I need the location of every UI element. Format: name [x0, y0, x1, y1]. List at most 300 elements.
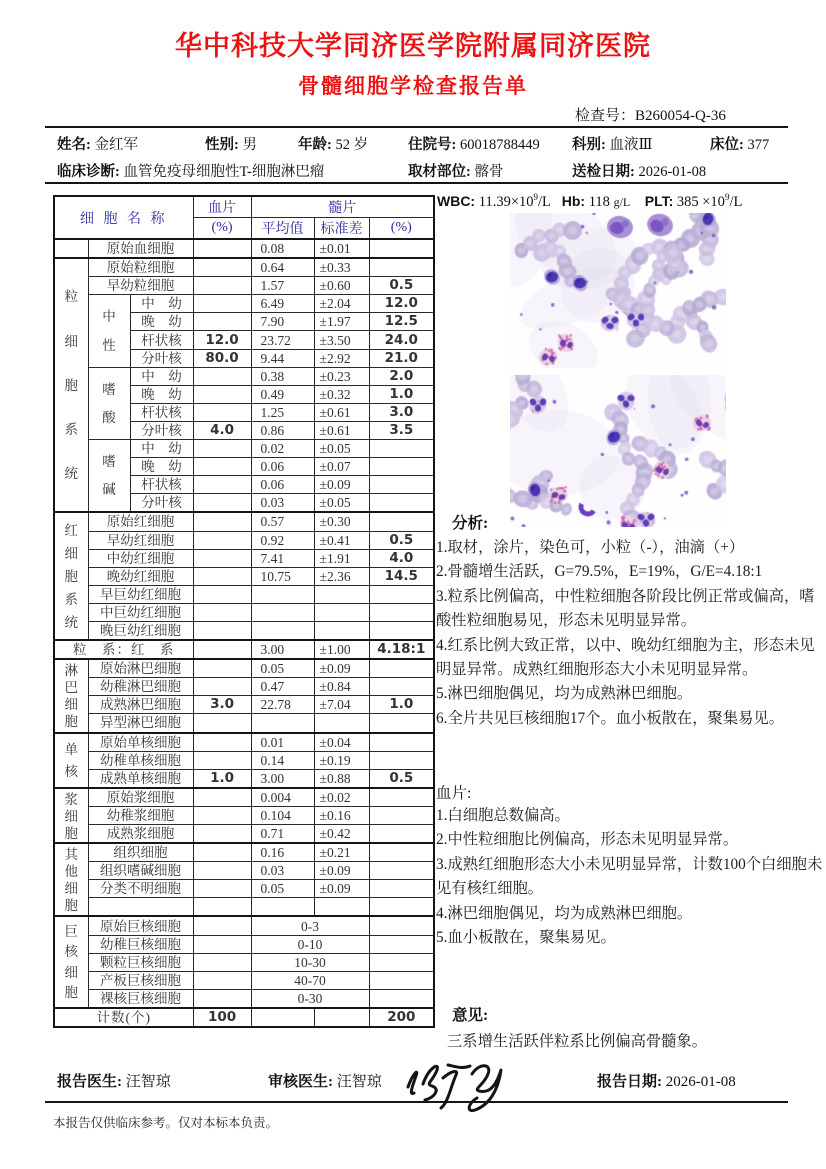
cell-marrow-pct [369, 476, 434, 494]
opinion-title: 意见: [452, 1007, 489, 1024]
cell-marrow-pct [369, 989, 434, 1008]
cell-marrow-pct [369, 603, 434, 621]
opinion-text: 三系增生活跃伴粒系比例偏高骨髓象。 [447, 1033, 708, 1050]
cell-blood-pct: 3.0 [193, 696, 251, 714]
cell-blood-pct [193, 989, 251, 1008]
cell-mean: 10.75 [251, 567, 314, 585]
cell-blood-pct [193, 440, 251, 458]
cell-blood-pct [193, 733, 251, 752]
cell-sd: ±0.02 [314, 788, 369, 807]
cell-marrow-pct [369, 258, 434, 277]
cell-name: 晚幼红细胞 [88, 567, 193, 585]
cell-sd: ±0.60 [314, 277, 369, 295]
cell-sd: ±0.33 [314, 258, 369, 277]
cell-name: 中 幼 [130, 295, 193, 313]
cell-name: 杆状核 [130, 476, 193, 494]
cell-sd: ±0.30 [314, 512, 369, 531]
divider-top [45, 126, 788, 128]
table-row [54, 898, 434, 917]
analysis-lines [436, 536, 824, 731]
table-row [54, 843, 434, 862]
cell-name: 中 幼 [130, 367, 193, 385]
table-row [54, 678, 434, 696]
cell-marrow-pct [369, 512, 434, 531]
table-row [54, 549, 434, 567]
cell-marrow-pct [369, 440, 434, 458]
divider-patient [45, 182, 788, 184]
group-label: 浆 细 胞 [54, 788, 88, 843]
cell-blood-pct [193, 825, 251, 844]
table-row [54, 751, 434, 769]
cell-blood-pct [193, 277, 251, 295]
cell-name: 原始浆细胞 [88, 788, 193, 807]
text-line: 4.淋巴细胞偶见，均为成熟淋巴细胞。 [436, 904, 693, 922]
cell-mean: 1.57 [251, 277, 314, 295]
text-line: 3.成熟红细胞形态大小未见明显异常，计数100个白细胞未见有核红细胞。 [436, 855, 823, 898]
table-row [54, 585, 434, 603]
cell-sd [314, 898, 369, 917]
col-header-sd: 标准差 [314, 218, 369, 240]
cell-name: 成熟淋巴细胞 [88, 696, 193, 714]
patient-dept-field: 科别: 血液Ⅲ [572, 137, 653, 153]
cell-blood-pct [193, 862, 251, 880]
cell-name: 粒 系：红 系 [54, 640, 193, 659]
cell-sd: ±0.42 [314, 825, 369, 844]
cell-mean: 0.08 [251, 239, 314, 258]
cell-blood-pct: 1.0 [193, 769, 251, 788]
cell-marrow-pct [369, 788, 434, 807]
cell-name: 晚 幼 [130, 385, 193, 403]
cell-sd: ±0.09 [314, 659, 369, 678]
cell-blood-pct [193, 295, 251, 313]
cell-name: 幼稚巨核细胞 [88, 935, 193, 953]
cell-name: 计数(个) [54, 1008, 193, 1027]
cell-mean: 6.49 [251, 295, 314, 313]
cell-mean: 9.44 [251, 349, 314, 367]
disclaimer-text: 本报告仅供临床参考。仅对本标本负责。 [53, 1116, 279, 1130]
cell-sd: ±0.84 [314, 678, 369, 696]
cell-marrow-pct [369, 678, 434, 696]
cell-blood-pct: 12.0 [193, 331, 251, 349]
marrow-differential-table [53, 195, 435, 1028]
cell-marrow-pct: 0.5 [369, 277, 434, 295]
table-row [54, 788, 434, 807]
cell-blood-pct [193, 953, 251, 971]
report-doctor-field: 报告医生: 汪智琼 [57, 1074, 171, 1090]
cell-marrow-pct: 3.0 [369, 403, 434, 421]
blood-film-title: 血片: [436, 785, 472, 802]
cell-name: 原始粒细胞 [88, 258, 193, 277]
patient-sex-field: 性别: 男 [205, 137, 257, 153]
cell-sd: ±0.05 [314, 440, 369, 458]
micrograph-2 [510, 375, 726, 527]
cell-blood-pct [193, 935, 251, 953]
cell-blood-pct: 80.0 [193, 349, 251, 367]
cell-mean: 7.41 [251, 549, 314, 567]
cell-marrow-pct [369, 825, 434, 844]
report-date-field: 报告日期: 2026-01-08 [597, 1074, 736, 1090]
cell-mean: 7.90 [251, 313, 314, 331]
cell-marrow-pct: 3.5 [369, 421, 434, 439]
cell-mean [251, 1008, 314, 1027]
cell-blood-pct: 100 [193, 1008, 251, 1027]
cell-name: 成熟浆细胞 [88, 825, 193, 844]
cell-mean: 1.25 [251, 403, 314, 421]
cell-name: 原始红细胞 [88, 512, 193, 531]
clinical-diagnosis-field: 临床诊断: 血管免疫母细胞性T-细胞淋巴瘤 [57, 164, 325, 180]
text-line: 3.粒系比例偏高，中性粒细胞各阶段比例正常或偏高，嗜酸性粒细胞易见，形态未见明显异常。 [436, 587, 815, 630]
table-row [54, 512, 434, 531]
cell-marrow-pct: 0.5 [369, 769, 434, 788]
cell-mean: 0.92 [251, 531, 314, 549]
cell-sd: ±2.92 [314, 349, 369, 367]
table-row [54, 862, 434, 880]
cell-marrow-pct: 4.18:1 [369, 640, 434, 659]
table-row [54, 531, 434, 549]
cell-mean: 0.104 [251, 806, 314, 824]
cell-sd: ±2.04 [314, 295, 369, 313]
table-row [54, 769, 434, 788]
cell-name: 异型淋巴细胞 [88, 714, 193, 733]
cell-mean: 0.49 [251, 385, 314, 403]
cell-sd: ±2.36 [314, 567, 369, 585]
cell-blood-pct [193, 476, 251, 494]
table-row [54, 880, 434, 898]
cell-marrow-pct: 2.0 [369, 367, 434, 385]
cell-blood-pct [193, 843, 251, 862]
cell-mean: 3.00 [251, 769, 314, 788]
cell-mean: 0.05 [251, 880, 314, 898]
cell-name: 分叶核 [130, 494, 193, 513]
cell-name: 幼稚浆细胞 [88, 806, 193, 824]
cell-sd [314, 1008, 369, 1027]
cell-name: 分叶核 [130, 349, 193, 367]
cell-marrow-pct [369, 585, 434, 603]
cell-blood-pct [193, 678, 251, 696]
col-header-mean: 平均值 [251, 218, 314, 240]
sample-date-field: 送检日期: 2026-01-08 [572, 164, 707, 180]
table-row [54, 953, 434, 971]
table-row [54, 696, 434, 714]
cell-range: 0-10 [251, 935, 369, 953]
plt-label: PLT: [644, 192, 674, 209]
cell-mean: 0.57 [251, 512, 314, 531]
review-doctor-field: 审核医生: 汪智琼 [268, 1074, 382, 1090]
text-line: 1.取材，涂片，染色可，小粒（-），油滴（+） [436, 539, 745, 556]
cell-blood-pct [193, 549, 251, 567]
group-label: 其 他 细 胞 [54, 843, 88, 916]
cell-name: 原始淋巴细胞 [88, 659, 193, 678]
micrograph-1 [510, 213, 726, 368]
cell-sd: ±0.61 [314, 403, 369, 421]
cell-name: 杆状核 [130, 331, 193, 349]
cell-blood-pct [193, 367, 251, 385]
cell-sd: ±0.09 [314, 880, 369, 898]
text-line: 5.淋巴细胞偶见，均为成熟淋巴细胞。 [436, 685, 693, 703]
cell-marrow-pct: 1.0 [369, 696, 434, 714]
cell-blood-pct [193, 640, 251, 659]
cell-marrow-pct: 4.0 [369, 549, 434, 567]
cell-name: 分叶核 [130, 421, 193, 439]
table-row [54, 916, 434, 935]
marrow-table-body [54, 239, 434, 1027]
cell-name: 成熟单核细胞 [88, 769, 193, 788]
table-row [54, 1008, 434, 1027]
cell-name: 分类不明细胞 [88, 880, 193, 898]
cell-blood-pct [193, 659, 251, 678]
cell-name: 原始血细胞 [88, 239, 193, 258]
cell-marrow-pct [369, 843, 434, 862]
cell-sd: ±1.91 [314, 549, 369, 567]
cell-name: 早幼红细胞 [88, 531, 193, 549]
cell-blood-pct [193, 806, 251, 824]
cell-blood-pct [193, 567, 251, 585]
cell-sd: ±0.07 [314, 458, 369, 476]
cell-mean: 0.38 [251, 367, 314, 385]
cell-name: 幼稚单核细胞 [88, 751, 193, 769]
patient-admission-no-field: 住院号: 60018788449 [408, 137, 540, 153]
page-title: 骨髓细胞学检查报告单 [298, 75, 528, 98]
text-line: 2.骨髓增生活跃，G=79.5%，E=19%，G/E=4.18:1 [436, 563, 763, 581]
table-row [54, 295, 434, 313]
cell-name: 原始巨核细胞 [88, 916, 193, 935]
cell-sd: ±0.41 [314, 531, 369, 549]
col-header-blood-pct: (%) [193, 218, 251, 240]
group-label: 单 核 [54, 733, 88, 788]
plt-value: $385 \times 10^9/L$ [676, 192, 743, 210]
cell-sd [314, 585, 369, 603]
cell-name: 颗粒巨核细胞 [88, 953, 193, 971]
cell-sd: ±0.16 [314, 806, 369, 824]
cell-mean: 0.06 [251, 476, 314, 494]
cell-marrow-pct: 12.0 [369, 295, 434, 313]
cell-mean: 22.78 [251, 696, 314, 714]
table-row [54, 258, 434, 277]
cell-name: 晚 幼 [130, 313, 193, 331]
cell-marrow-pct [369, 935, 434, 953]
cell-mean: 0.86 [251, 421, 314, 439]
specimen-site-field: 取材部位: 髂骨 [408, 164, 504, 180]
cell-blood-pct [193, 898, 251, 917]
cell-marrow-pct: 14.5 [369, 567, 434, 585]
group-label: 粒 细 胞 系 统 [54, 258, 88, 512]
cell-sd: ±0.05 [314, 494, 369, 513]
group-label: 红 细 胞 系 统 [54, 512, 88, 640]
table-header-row [54, 196, 434, 218]
table-row [54, 239, 434, 258]
cell-marrow-pct: 0.5 [369, 531, 434, 549]
table-row [54, 367, 434, 385]
cell-sd: ±1.00 [314, 640, 369, 659]
cell-sd: ±0.21 [314, 843, 369, 862]
cell-blood-pct [193, 494, 251, 513]
table-row [54, 989, 434, 1008]
group-label [54, 239, 88, 258]
cell-sd: ±0.61 [314, 421, 369, 439]
cell-marrow-pct [369, 880, 434, 898]
cell-marrow-pct: 21.0 [369, 349, 434, 367]
cell-marrow-pct [369, 898, 434, 917]
patient-name-field: 姓名: 金红军 [57, 137, 138, 153]
cell-name: 原始单核细胞 [88, 733, 193, 752]
cell-blood-pct [193, 531, 251, 549]
text-line: 2.中性粒细胞比例偏高，形态未见明显异常。 [436, 831, 739, 849]
cell-mean: 0.16 [251, 843, 314, 862]
cell-blood-pct [193, 585, 251, 603]
cell-blood-pct [193, 788, 251, 807]
table-row [54, 567, 434, 585]
cell-sd: ±1.97 [314, 313, 369, 331]
cell-marrow-pct: 24.0 [369, 331, 434, 349]
cell-marrow-pct [369, 916, 434, 935]
cell-name: 中幼红细胞 [88, 549, 193, 567]
table-row [54, 714, 434, 733]
signature-scribble [398, 1043, 518, 1115]
cell-name: 早巨幼红细胞 [88, 585, 193, 603]
cell-blood-pct [193, 603, 251, 621]
table-row [54, 659, 434, 678]
cell-sd: ±0.04 [314, 733, 369, 752]
cell-marrow-pct [369, 621, 434, 640]
table-row [54, 935, 434, 953]
cell-mean: 23.72 [251, 331, 314, 349]
cell-mean [251, 714, 314, 733]
table-row [54, 806, 434, 824]
cbc-summary [437, 192, 742, 211]
cell-blood-pct [193, 512, 251, 531]
cell-name [88, 898, 193, 917]
cell-name: 杆状核 [130, 403, 193, 421]
table-row [54, 621, 434, 640]
cell-name: 中巨幼红细胞 [88, 603, 193, 621]
col-header-marrow-film: 髓片 [251, 196, 434, 218]
cell-mean [251, 585, 314, 603]
cell-blood-pct [193, 880, 251, 898]
hospital-name: 华中科技大学同济医学院附属同济医院 [175, 31, 651, 61]
patient-bed-field: 床位: 377 [710, 137, 770, 153]
cell-name: 中 幼 [130, 440, 193, 458]
cell-mean: 0.004 [251, 788, 314, 807]
cell-mean: 0.06 [251, 458, 314, 476]
table-row [54, 603, 434, 621]
cell-mean: 0.05 [251, 659, 314, 678]
cell-sd: ±0.09 [314, 476, 369, 494]
cell-blood-pct [193, 258, 251, 277]
cell-marrow-pct [369, 862, 434, 880]
cell-marrow-pct [369, 458, 434, 476]
cell-blood-pct [193, 385, 251, 403]
cell-marrow-pct [369, 806, 434, 824]
cell-mean: 0.03 [251, 862, 314, 880]
text-line: 4.红系比例大致正常，以中、晚幼红细胞为主，形态未见明显异常。成熟红细胞形态大小未见明显异常。 [436, 636, 815, 679]
cell-blood-pct [193, 621, 251, 640]
subgroup-label: 中 性 [88, 295, 130, 367]
cell-mean: 0.02 [251, 440, 314, 458]
cell-mean [251, 621, 314, 640]
exam-number-label: 检查号： [575, 108, 636, 124]
cell-mean: 0.03 [251, 494, 314, 513]
cell-blood-pct [193, 916, 251, 935]
col-header-blood-film: 血片 [193, 196, 251, 218]
cell-name: 晚巨幼红细胞 [88, 621, 193, 640]
col-header-cell-name: 细 胞 名 称 [54, 196, 193, 239]
cell-sd: ±7.04 [314, 696, 369, 714]
subgroup-label: 嗜 碱 [88, 440, 130, 513]
cell-marrow-pct: 1.0 [369, 385, 434, 403]
table-row [54, 640, 434, 659]
text-line: 5.血小板散在，聚集易见。 [436, 929, 616, 947]
exam-number [575, 104, 726, 125]
table-row [54, 440, 434, 458]
cell-marrow-pct [369, 733, 434, 752]
cell-range: 0-30 [251, 989, 369, 1008]
cell-sd [314, 714, 369, 733]
text-line: 6.全片共见巨核细胞17个。血小板散在，聚集易见。 [436, 709, 785, 727]
cell-name: 幼稚淋巴细胞 [88, 678, 193, 696]
cell-marrow-pct [369, 751, 434, 769]
cell-blood-pct [193, 313, 251, 331]
cell-sd: ±0.23 [314, 367, 369, 385]
cell-mean: 0.47 [251, 678, 314, 696]
cell-sd [314, 621, 369, 640]
group-label: 淋 巴 细 胞 [54, 659, 88, 732]
exam-number-value: B260054-Q-36 [635, 108, 726, 124]
cell-range: 0-3 [251, 916, 369, 935]
hb-label: Hb: [561, 192, 586, 209]
group-label: 巨 核 细 胞 [54, 916, 88, 1007]
cell-name: 产板巨核细胞 [88, 971, 193, 989]
cell-marrow-pct [369, 239, 434, 258]
table-row [54, 733, 434, 752]
divider-footer [45, 1101, 788, 1103]
cell-name: 组织细胞 [88, 843, 193, 862]
cell-name: 裸核巨核细胞 [88, 989, 193, 1008]
cell-mean [251, 603, 314, 621]
cell-range: 10-30 [251, 953, 369, 971]
cell-sd: ±0.19 [314, 751, 369, 769]
col-header-marrow-pct: (%) [369, 218, 434, 240]
cell-marrow-pct [369, 953, 434, 971]
cell-name: 早幼粒细胞 [88, 277, 193, 295]
cell-blood-pct: 4.0 [193, 421, 251, 439]
cell-blood-pct [193, 403, 251, 421]
cell-sd: ±0.88 [314, 769, 369, 788]
wbc-value: $11.39\times 10^9/L$ [478, 192, 551, 210]
cell-blood-pct [193, 751, 251, 769]
table-row [54, 971, 434, 989]
subgroup-label: 嗜 酸 [88, 367, 130, 439]
cell-mean [251, 898, 314, 917]
cell-blood-pct [193, 239, 251, 258]
cell-marrow-pct: 200 [369, 1008, 434, 1027]
text-line: 1.白细胞总数偏高。 [436, 807, 570, 824]
cell-blood-pct [193, 458, 251, 476]
blood-film-lines [436, 804, 824, 950]
table-row [54, 277, 434, 295]
cell-blood-pct [193, 971, 251, 989]
cell-marrow-pct [369, 494, 434, 513]
cell-sd [314, 603, 369, 621]
cell-range: 40-70 [251, 971, 369, 989]
cell-marrow-pct [369, 659, 434, 678]
cell-sd: ±3.50 [314, 331, 369, 349]
cell-sd: ±0.32 [314, 385, 369, 403]
cell-sd: ±0.01 [314, 239, 369, 258]
cell-marrow-pct: 12.5 [369, 313, 434, 331]
table-row [54, 825, 434, 844]
cell-mean: 0.14 [251, 751, 314, 769]
cell-mean: 0.01 [251, 733, 314, 752]
